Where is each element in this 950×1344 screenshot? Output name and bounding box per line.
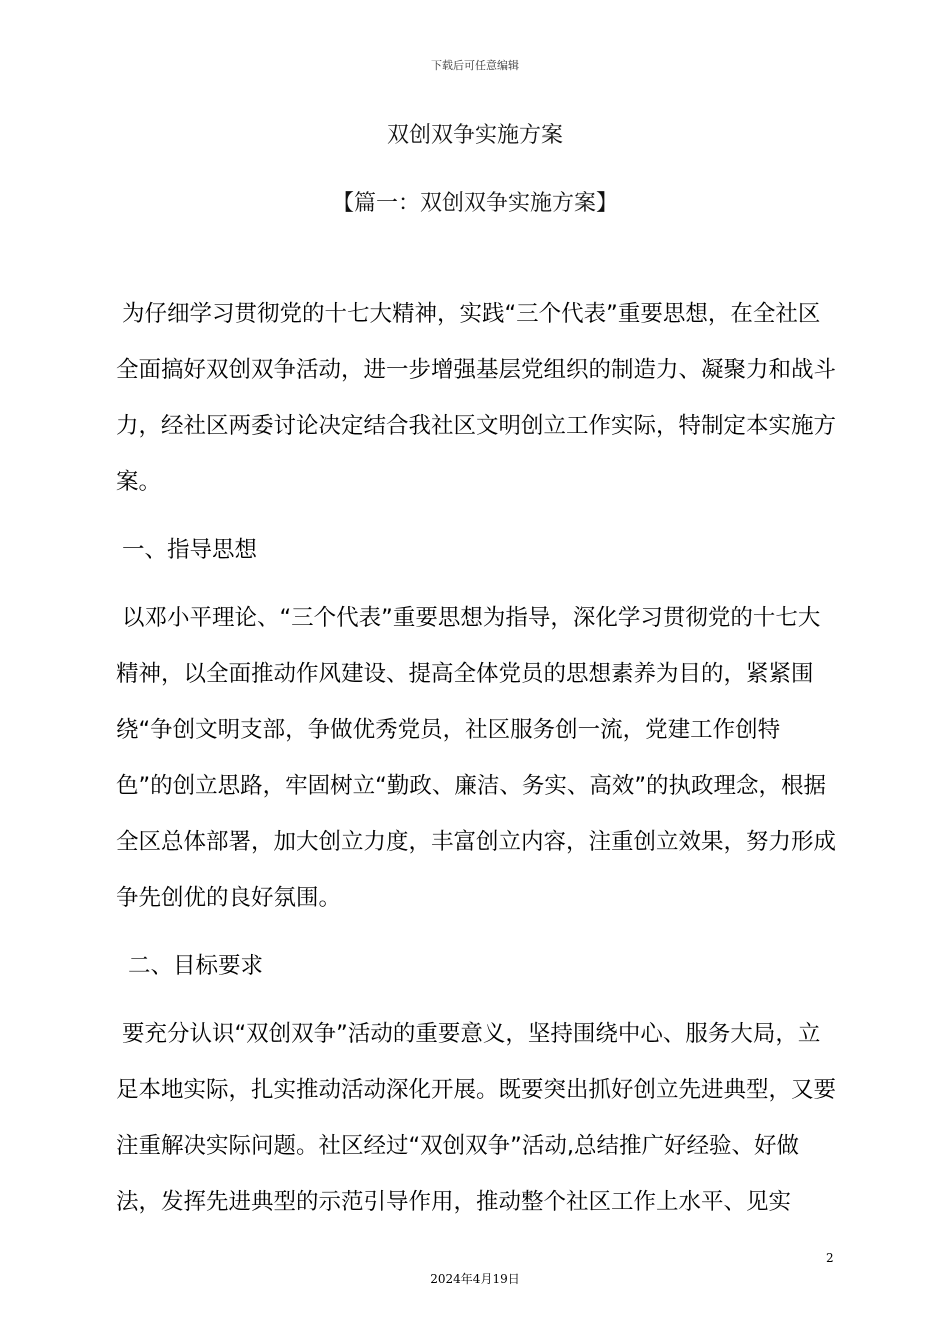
document-subtitle: 【篇一：双创双争实施方案】 (331, 191, 618, 216)
page-number: 2 (826, 1251, 834, 1265)
footer-date: 2024年4月19日 (430, 1272, 520, 1286)
guiding-ideology-paragraph: 以邓小平理论、“三个代表”重要思想为指导，深化学习贯彻党的十七大精神，以全面推动作风建设、提高全体党员的思想素养为目的，紧紧围绕“争创文明支部，争做优秀党员，社区服务创一流，党建工作创特色”的创立思路，牢固树立“勤政、廉洁、务实、高效”的执政理念，根据全区总体部署，加大创立力度，丰富创立内容，注重创立效果，努力形成争先创优的良好氛围。 (116, 605, 837, 911)
section-heading-objectives: 二、目标要求 (128, 953, 264, 979)
document-title: 双创双争实施方案 (386, 123, 563, 148)
objectives-paragraph: 要充分认识“双创双争”活动的重要意义，坚持围绕中心、服务大局，立足本地实际，扎实推动活动深化开展。既要突出抓好创立先进典型，又要注重解决实际问题。社区经过“双创双争”活动,总结推广好经验、好做法，发挥先进典型的示范引导作用，推动整个社区工作上水平、见实 (116, 1021, 837, 1215)
section-heading-guiding-ideology: 一、指导思想 (122, 537, 258, 563)
document-body (116, 286, 836, 1230)
intro-paragraph: 为仔细学习贯彻党的十七大精神，实践“三个代表”重要思想，在全社区全面搞好双创双争活动，进一步增强基层党组织的制造力、凝聚力和战斗力，经社区两委讨论决定结合我社区文明创立工作实际，特制定本实施方案。 (116, 301, 837, 495)
header-note: 下载后可任意编辑 (431, 59, 519, 72)
